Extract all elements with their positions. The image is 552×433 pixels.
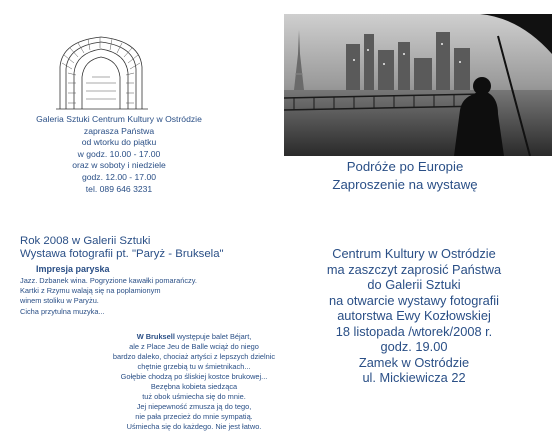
poem-line: Jazz. Dzbanek wina. Pogryzione kawałki pomarańczy. <box>20 276 197 285</box>
gallery-info <box>14 114 224 195</box>
poem-line: chętnie grzebią tu w śmietnikach... <box>137 362 251 371</box>
poem-line: Bezębna kobieta siedząca <box>150 382 238 391</box>
brussels-poem <box>96 332 292 432</box>
invitation-line: na otwarcie wystawy fotografii <box>329 292 499 308</box>
poem-line: Kartki z Rzymu walają się na poplamionym <box>20 285 161 295</box>
poem-line: tuż obok uśmiecha się do mnie. <box>142 392 246 401</box>
poem-line: Uśmiecha się do każdego. Nie jest łatwo. <box>126 422 262 431</box>
invitation-line: ul. Mickiewicza 22 <box>362 370 466 385</box>
invitation-line: autorstwa Ewy Kozłowskiej <box>337 308 491 323</box>
year-heading: Rok 2008 w Galerii Sztuki <box>20 235 151 247</box>
gallery-days-weekend: oraz w soboty i niedziele <box>72 160 166 171</box>
poem-line <box>96 332 292 342</box>
brussels-bold: W Bruksell <box>136 332 175 341</box>
invitation-line: Zamek w Ostródzie <box>358 354 470 370</box>
exhibition-title <box>300 158 510 194</box>
gallery-phone: tel. 089 646 3231 <box>85 183 153 194</box>
invitation-text <box>296 246 532 386</box>
invitation-line: ma zaszczyt zaprosić Państwa <box>326 261 502 277</box>
poem-line: bardzo daleko, chociaż artyści z lepszych dzielnic <box>112 352 276 361</box>
exhibit-heading: Wystawa fotografii pt. "Paryż - Bruksela" <box>20 248 224 260</box>
poem-line: winem stoliku w Paryżu. <box>20 295 99 305</box>
invitation-line: Centrum Kultury w Ostródzie <box>332 246 496 261</box>
music-line: Cicha przytulna muzyka... <box>20 307 105 316</box>
gallery-hours-weekend: godz. 12.00 - 17.00 <box>81 171 157 182</box>
impresja-heading: Impresja paryska <box>36 264 110 274</box>
gallery-invite: zaprasza Państwa <box>83 125 155 136</box>
title-line-2: Zaproszenie na wystawę <box>332 177 478 192</box>
invitation-line: 18 listopada /wtorek/2008 r. <box>335 323 493 339</box>
paris-photo <box>284 14 552 156</box>
invitation-line: do Galerii Sztuki <box>367 277 461 292</box>
gallery-days-weekday: od wtorku do piątku <box>81 137 157 148</box>
title-line-1: Podróże po Europie <box>346 159 464 174</box>
poem-line: ale z Place Jeu de Balle wciąż do niego <box>129 342 259 351</box>
poem-line: Jej niepewność zmusza ją do tego, <box>136 402 252 411</box>
poem-line: nie pała przecież do mnie sympatią. <box>135 412 253 421</box>
paris-poem <box>20 276 197 305</box>
poem-line-rest: występuje balet Béjart, <box>174 332 252 341</box>
poem-line: Gołębie chodzą po śliskiej kostce brukowej... <box>120 372 268 381</box>
gallery-hours-weekday: w godz. 10.00 - 17.00 <box>77 148 161 159</box>
gothic-arch-sketch <box>52 33 150 111</box>
invitation-line: godz. 19.00 <box>380 339 448 354</box>
gallery-name: Galeria Sztuki Centrum Kultury w Ostródzie <box>36 114 202 124</box>
